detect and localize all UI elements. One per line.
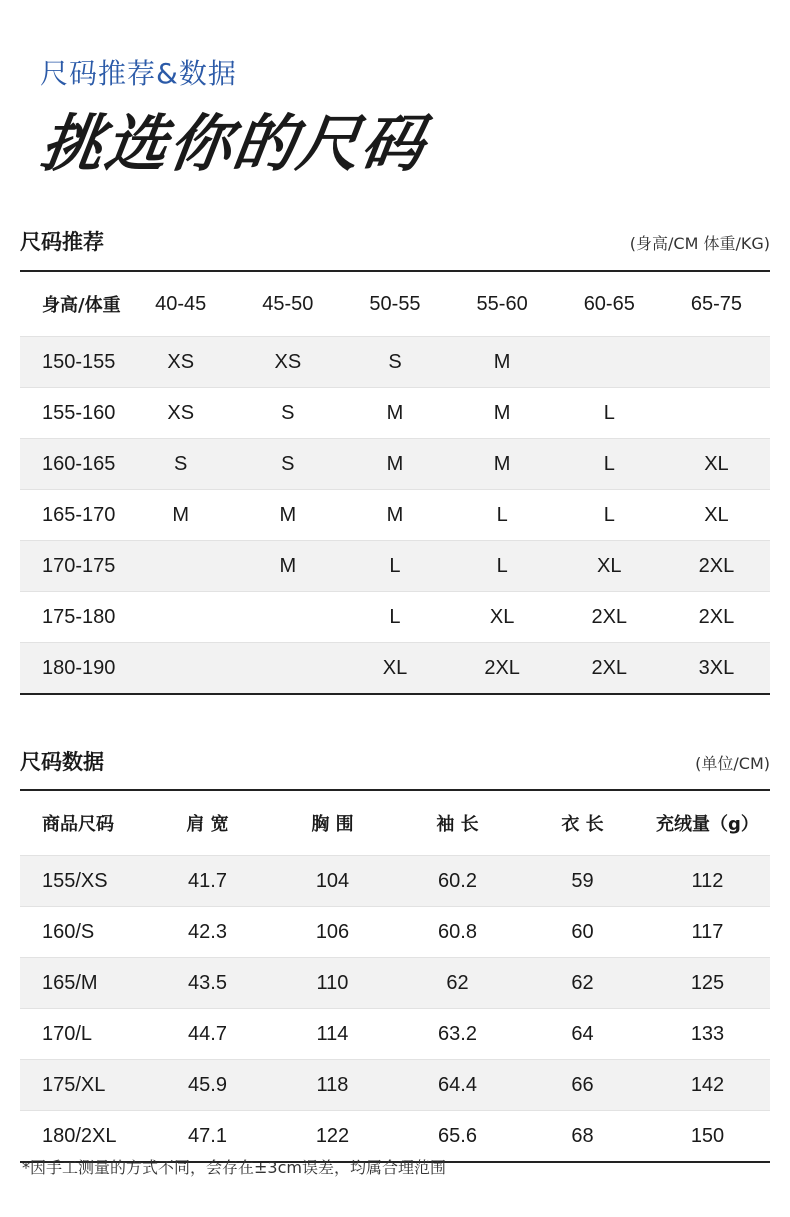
table-cell: 68 — [520, 1111, 645, 1163]
table-cell: 150 — [645, 1111, 770, 1163]
table-cell: 47.1 — [145, 1111, 270, 1163]
table-cell — [127, 541, 234, 592]
table-cell: 112 — [645, 856, 770, 907]
column-header: 衣 长 — [561, 814, 604, 835]
table-cell: XS — [127, 388, 234, 439]
column-header: 60-65 — [583, 292, 635, 315]
recommend-section-unit: (身高/CM 体重/KG) — [629, 234, 770, 253]
column-header: 袖 长 — [436, 814, 479, 835]
table-cell: XL — [341, 643, 448, 695]
table-row — [20, 856, 770, 907]
table-cell: L — [341, 592, 448, 643]
table-cell: L — [449, 490, 556, 541]
measurement-footnote: *因手工测量的方式不同，会存在±3cm误差，均属合理范围 — [22, 1158, 446, 1177]
column-header: 55-60 — [476, 292, 528, 315]
table-cell: L — [556, 490, 663, 541]
table-cell: 65.6 — [395, 1111, 520, 1163]
table-cell — [127, 643, 234, 695]
column-header: 40-45 — [155, 292, 207, 315]
row-label-cell: 170/L — [20, 1009, 145, 1060]
row-label-cell: 180-190 — [20, 643, 127, 695]
table-cell: 62 — [520, 958, 645, 1009]
table-cell: 2XL — [556, 592, 663, 643]
table-row — [20, 592, 770, 643]
row-label-cell: 170-175 — [20, 541, 127, 592]
table-cell: XL — [556, 541, 663, 592]
table-cell: XL — [449, 592, 556, 643]
size-data-section-header — [20, 746, 770, 776]
table-cell: M — [341, 388, 448, 439]
table-header-row — [20, 271, 770, 337]
table-row — [20, 388, 770, 439]
table-cell: 2XL — [449, 643, 556, 695]
table-cell: M — [127, 490, 234, 541]
table-cell: 114 — [270, 1009, 395, 1060]
size-data-section-unit: (单位/CM) — [695, 754, 770, 773]
table-cell: 60 — [520, 907, 645, 958]
recommend-section-title: 尺码推荐 — [20, 230, 104, 254]
row-label-cell: 155-160 — [20, 388, 127, 439]
table-cell: 133 — [645, 1009, 770, 1060]
table-cell: 42.3 — [145, 907, 270, 958]
table-cell: 64.4 — [395, 1060, 520, 1111]
table-row — [20, 643, 770, 695]
table-cell: 104 — [270, 856, 395, 907]
table-cell: XL — [663, 490, 770, 541]
page-title: 挑选你的尺码 — [36, 107, 431, 180]
table-cell: 62 — [395, 958, 520, 1009]
table-cell: L — [556, 388, 663, 439]
column-header: 65-75 — [690, 292, 742, 315]
table-cell: S — [341, 337, 448, 388]
column-header: 50-55 — [369, 292, 421, 315]
table-row — [20, 541, 770, 592]
table-cell: 2XL — [663, 541, 770, 592]
size-data-table — [20, 789, 770, 1163]
table-cell: 41.7 — [145, 856, 270, 907]
table-cell — [234, 643, 341, 695]
table-cell: 125 — [645, 958, 770, 1009]
table-row — [20, 490, 770, 541]
table-cell: M — [449, 388, 556, 439]
column-header: 身高/体重 — [42, 295, 121, 316]
recommend-table-body — [20, 337, 770, 695]
table-cell: M — [449, 439, 556, 490]
table-cell: M — [449, 337, 556, 388]
table-cell: 142 — [645, 1060, 770, 1111]
row-label-cell: 150-155 — [20, 337, 127, 388]
table-cell: L — [556, 439, 663, 490]
column-header: 45-50 — [262, 292, 314, 315]
table-cell: M — [234, 490, 341, 541]
table-cell — [234, 592, 341, 643]
table-cell: 43.5 — [145, 958, 270, 1009]
table-cell: L — [341, 541, 448, 592]
size-data-section-title: 尺码数据 — [20, 750, 104, 774]
row-label-cell: 165/M — [20, 958, 145, 1009]
column-header: 商品尺码 — [42, 814, 114, 835]
column-header: 胸 围 — [311, 814, 354, 835]
table-cell: 60.2 — [395, 856, 520, 907]
table-cell: XS — [127, 337, 234, 388]
row-label-cell: 180/2XL — [20, 1111, 145, 1163]
row-label-cell: 155/XS — [20, 856, 145, 907]
table-row — [20, 1009, 770, 1060]
column-header: 充绒量（g） — [656, 814, 759, 835]
table-cell: 2XL — [556, 643, 663, 695]
table-row — [20, 1060, 770, 1111]
table-cell: M — [234, 541, 341, 592]
table-cell: 44.7 — [145, 1009, 270, 1060]
table-cell: 45.9 — [145, 1060, 270, 1111]
table-cell: 60.8 — [395, 907, 520, 958]
table-row — [20, 439, 770, 490]
row-label-cell: 160/S — [20, 907, 145, 958]
table-row — [20, 958, 770, 1009]
table-cell: 117 — [645, 907, 770, 958]
row-label-cell: 160-165 — [20, 439, 127, 490]
table-cell: S — [127, 439, 234, 490]
table-header-row — [20, 790, 770, 856]
table-cell: 3XL — [663, 643, 770, 695]
table-row — [20, 337, 770, 388]
table-cell: XL — [663, 439, 770, 490]
table-cell: 59 — [520, 856, 645, 907]
table-cell: 2XL — [663, 592, 770, 643]
size-recommend-table — [20, 270, 770, 695]
table-cell — [127, 592, 234, 643]
table-cell: L — [449, 541, 556, 592]
size-data-table-body — [20, 856, 770, 1163]
table-cell: 118 — [270, 1060, 395, 1111]
table-cell: 64 — [520, 1009, 645, 1060]
table-cell: M — [341, 439, 448, 490]
page-subtitle: 尺码推荐&数据 — [40, 57, 237, 90]
table-cell: 110 — [270, 958, 395, 1009]
table-cell: 63.2 — [395, 1009, 520, 1060]
column-header: 肩 宽 — [186, 814, 229, 835]
table-cell — [663, 337, 770, 388]
table-cell: S — [234, 388, 341, 439]
table-cell: 106 — [270, 907, 395, 958]
table-cell: 66 — [520, 1060, 645, 1111]
table-cell — [556, 337, 663, 388]
table-cell: M — [341, 490, 448, 541]
recommend-section-header — [20, 226, 770, 256]
table-cell: S — [234, 439, 341, 490]
row-label-cell: 165-170 — [20, 490, 127, 541]
row-label-cell: 175-180 — [20, 592, 127, 643]
table-cell: XS — [234, 337, 341, 388]
row-label-cell: 175/XL — [20, 1060, 145, 1111]
table-cell — [663, 388, 770, 439]
table-row — [20, 907, 770, 958]
table-cell: 122 — [270, 1111, 395, 1163]
